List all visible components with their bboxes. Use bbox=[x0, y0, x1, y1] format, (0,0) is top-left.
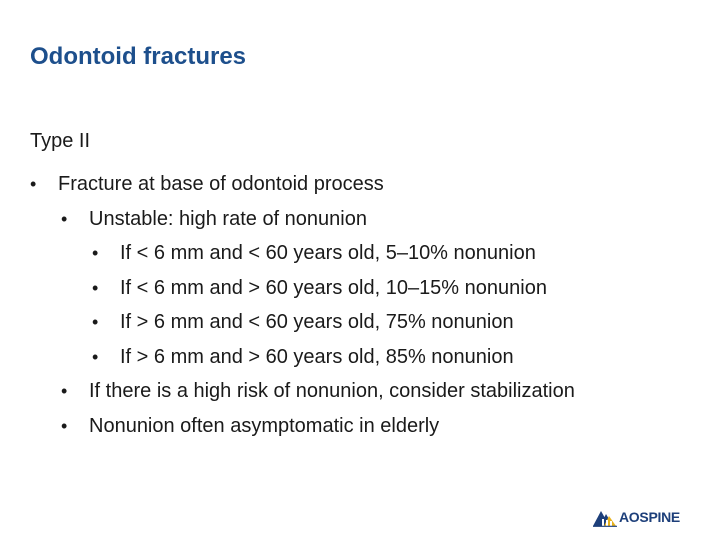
logo-wordmark bbox=[619, 509, 680, 525]
logo-ao-text: AO bbox=[619, 509, 640, 525]
list-item bbox=[58, 167, 700, 443]
aospine-logo-mark-icon bbox=[592, 507, 618, 527]
bullet-list-level-2 bbox=[58, 202, 700, 444]
logo-spine-text: SPINE bbox=[639, 509, 680, 525]
bullet-list-level-3 bbox=[89, 236, 700, 374]
bullet-list-level-1 bbox=[30, 167, 700, 443]
slide-title: Odontoid fractures bbox=[30, 43, 247, 70]
list-item: • If > 6 mm and < 60 years old, 75% nonunion bbox=[120, 305, 700, 340]
bullet-text: Nonunion often asymptomatic in elderly bbox=[89, 414, 440, 437]
list-item bbox=[89, 409, 700, 444]
list-item: • If < 6 mm and < 60 years old, 5–10% nonunion bbox=[120, 236, 700, 271]
list-item bbox=[89, 202, 700, 375]
bullet-text: If there is a high risk of nonunion, consider stabilization bbox=[89, 380, 575, 402]
bullet-text: Fracture at base of odontoid process bbox=[58, 173, 384, 195]
list-item bbox=[89, 374, 700, 409]
slide-body bbox=[30, 128, 700, 443]
bullet-text: Unstable: high rate of nonunion bbox=[89, 207, 367, 230]
list-item: • If < 6 mm and > 60 years old, 10–15% nonunion bbox=[120, 271, 700, 306]
aospine-logo bbox=[592, 507, 680, 527]
list-item: • If > 6 mm and > 60 years old, 85% nonunion bbox=[120, 340, 700, 375]
slide-subtitle: Type II bbox=[30, 130, 91, 152]
